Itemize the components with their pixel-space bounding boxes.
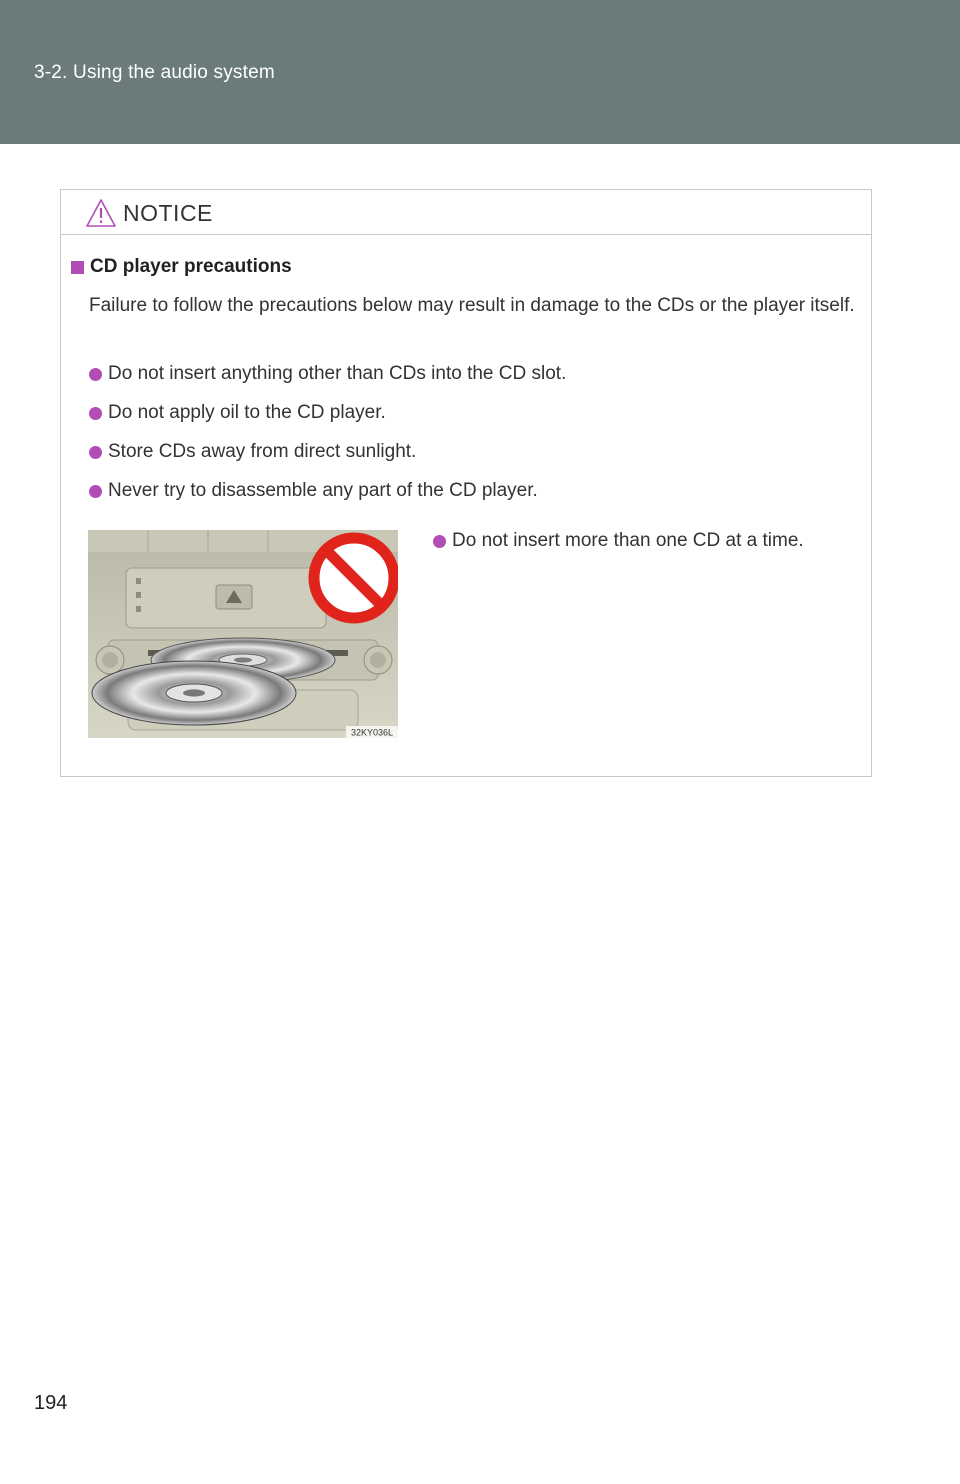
notice-header [61, 190, 871, 235]
list-item [89, 402, 386, 424]
list-item-text: Never try to disassemble any part of the CD player. [108, 480, 538, 501]
notice-box [60, 189, 872, 777]
bullet-dot-icon [89, 368, 102, 381]
page-header [0, 0, 960, 144]
list-item [89, 363, 566, 385]
cd-player-illustration [88, 530, 398, 738]
list-item [433, 530, 804, 552]
list-item-text: Do not insert anything other than CDs into the CD slot. [108, 363, 567, 384]
illustration-code: 32KY036L [350, 727, 394, 738]
section-breadcrumb: 3-2. Using the audio system [34, 62, 275, 83]
list-item-text: Do not insert more than one CD at a time. [452, 530, 804, 551]
intro-text: Failure to follow the precautions below may result in damage to the CDs or the player itself. [89, 295, 855, 316]
list-item [89, 480, 538, 502]
section-title [71, 256, 292, 278]
bullet-dot-icon [89, 446, 102, 459]
bullet-dot-icon [89, 485, 102, 498]
square-bullet-icon [71, 261, 84, 274]
bullet-dot-icon [89, 407, 102, 420]
warning-triangle-icon [85, 198, 117, 228]
notice-title: NOTICE [123, 200, 213, 226]
list-item-text: Do not apply oil to the CD player. [108, 402, 386, 423]
prohibition-sign-icon [314, 538, 394, 618]
section-title-text: CD player precautions [90, 256, 292, 277]
page-number: 194 [34, 1392, 68, 1414]
bullet-dot-icon [433, 535, 446, 548]
list-item [89, 441, 416, 463]
list-item-text: Store CDs away from direct sunlight. [108, 441, 417, 462]
